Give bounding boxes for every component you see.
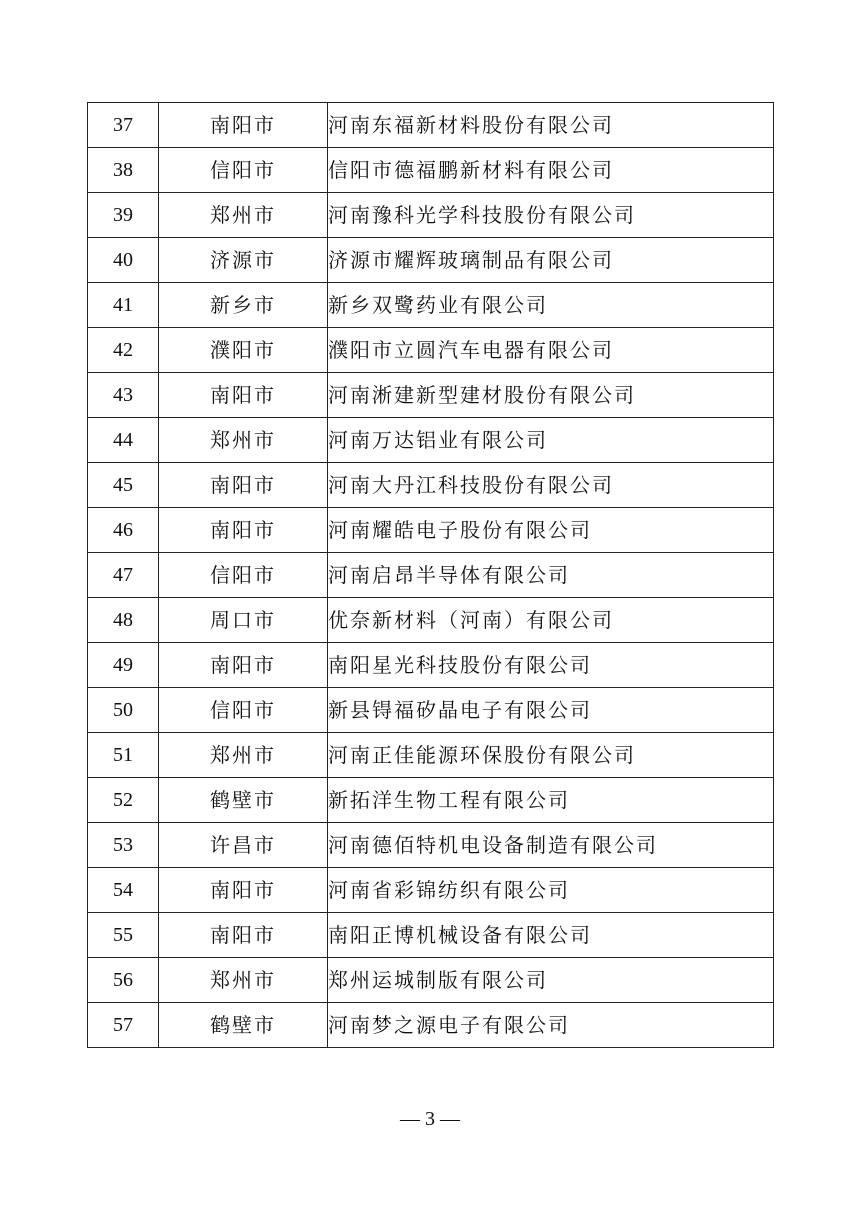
city-cell: 南阳市 [159, 643, 328, 688]
company-name-cell: 河南耀皓电子股份有限公司 [328, 508, 774, 553]
city-cell: 信阳市 [159, 148, 328, 193]
city-cell: 郑州市 [159, 733, 328, 778]
row-number-cell: 50 [88, 688, 159, 733]
city-cell: 郑州市 [159, 418, 328, 463]
table-row [88, 643, 774, 688]
company-name-cell: 河南豫科光学科技股份有限公司 [328, 193, 774, 238]
row-number-cell: 43 [88, 373, 159, 418]
row-number-cell: 41 [88, 283, 159, 328]
city-cell: 鹤壁市 [159, 1003, 328, 1048]
city-cell: 南阳市 [159, 103, 328, 148]
table-row [88, 103, 774, 148]
row-number-cell: 51 [88, 733, 159, 778]
row-number-cell: 39 [88, 193, 159, 238]
table-row [88, 463, 774, 508]
table-row [88, 508, 774, 553]
table-row [88, 553, 774, 598]
company-name-cell: 济源市耀辉玻璃制品有限公司 [328, 238, 774, 283]
company-name-cell: 河南梦之源电子有限公司 [328, 1003, 774, 1048]
page-number: — 3 — [400, 1108, 460, 1130]
row-number-cell: 55 [88, 913, 159, 958]
table-row [88, 373, 774, 418]
table-row [88, 913, 774, 958]
table-row [88, 688, 774, 733]
city-cell: 许昌市 [159, 823, 328, 868]
row-number-cell: 42 [88, 328, 159, 373]
table-row [88, 1003, 774, 1048]
row-number-cell: 49 [88, 643, 159, 688]
city-cell: 郑州市 [159, 193, 328, 238]
city-cell: 濮阳市 [159, 328, 328, 373]
city-cell: 南阳市 [159, 508, 328, 553]
row-number-cell: 53 [88, 823, 159, 868]
row-number-cell: 38 [88, 148, 159, 193]
company-list-table [87, 102, 774, 1048]
row-number-cell: 52 [88, 778, 159, 823]
table-row [88, 958, 774, 1003]
row-number-cell: 44 [88, 418, 159, 463]
company-name-cell: 河南大丹江科技股份有限公司 [328, 463, 774, 508]
company-name-cell: 南阳正博机械设备有限公司 [328, 913, 774, 958]
city-cell: 南阳市 [159, 373, 328, 418]
table-row [88, 148, 774, 193]
table-row [88, 238, 774, 283]
city-cell: 南阳市 [159, 868, 328, 913]
city-cell: 郑州市 [159, 958, 328, 1003]
table-row [88, 418, 774, 463]
city-cell: 南阳市 [159, 913, 328, 958]
company-name-cell: 郑州运城制版有限公司 [328, 958, 774, 1003]
row-number-cell: 48 [88, 598, 159, 643]
company-name-cell: 新拓洋生物工程有限公司 [328, 778, 774, 823]
company-name-cell: 信阳市德福鹏新材料有限公司 [328, 148, 774, 193]
company-name-cell: 新乡双鹭药业有限公司 [328, 283, 774, 328]
table-body [88, 103, 774, 1048]
city-cell: 鹤壁市 [159, 778, 328, 823]
company-name-cell: 河南东福新材料股份有限公司 [328, 103, 774, 148]
table-row [88, 193, 774, 238]
company-name-cell: 河南启昂半导体有限公司 [328, 553, 774, 598]
table-row [88, 823, 774, 868]
row-number-cell: 54 [88, 868, 159, 913]
table-row [88, 598, 774, 643]
table-row [88, 778, 774, 823]
city-cell: 新乡市 [159, 283, 328, 328]
row-number-cell: 45 [88, 463, 159, 508]
company-name-cell: 河南万达铝业有限公司 [328, 418, 774, 463]
row-number-cell: 40 [88, 238, 159, 283]
company-name-cell: 河南德佰特机电设备制造有限公司 [328, 823, 774, 868]
table-row [88, 283, 774, 328]
row-number-cell: 46 [88, 508, 159, 553]
company-name-cell: 新县锝福矽晶电子有限公司 [328, 688, 774, 733]
company-name-cell: 河南省彩锦纺织有限公司 [328, 868, 774, 913]
city-cell: 信阳市 [159, 553, 328, 598]
row-number-cell: 56 [88, 958, 159, 1003]
company-name-cell: 优奈新材料（河南）有限公司 [328, 598, 774, 643]
table-row [88, 328, 774, 373]
city-cell: 南阳市 [159, 463, 328, 508]
row-number-cell: 37 [88, 103, 159, 148]
row-number-cell: 47 [88, 553, 159, 598]
city-cell: 济源市 [159, 238, 328, 283]
company-name-cell: 濮阳市立圆汽车电器有限公司 [328, 328, 774, 373]
row-number-cell: 57 [88, 1003, 159, 1048]
city-cell: 信阳市 [159, 688, 328, 733]
table-row [88, 733, 774, 778]
city-cell: 周口市 [159, 598, 328, 643]
company-name-cell: 南阳星光科技股份有限公司 [328, 643, 774, 688]
company-name-cell: 河南正佳能源环保股份有限公司 [328, 733, 774, 778]
table-row [88, 868, 774, 913]
company-name-cell: 河南淅建新型建材股份有限公司 [328, 373, 774, 418]
